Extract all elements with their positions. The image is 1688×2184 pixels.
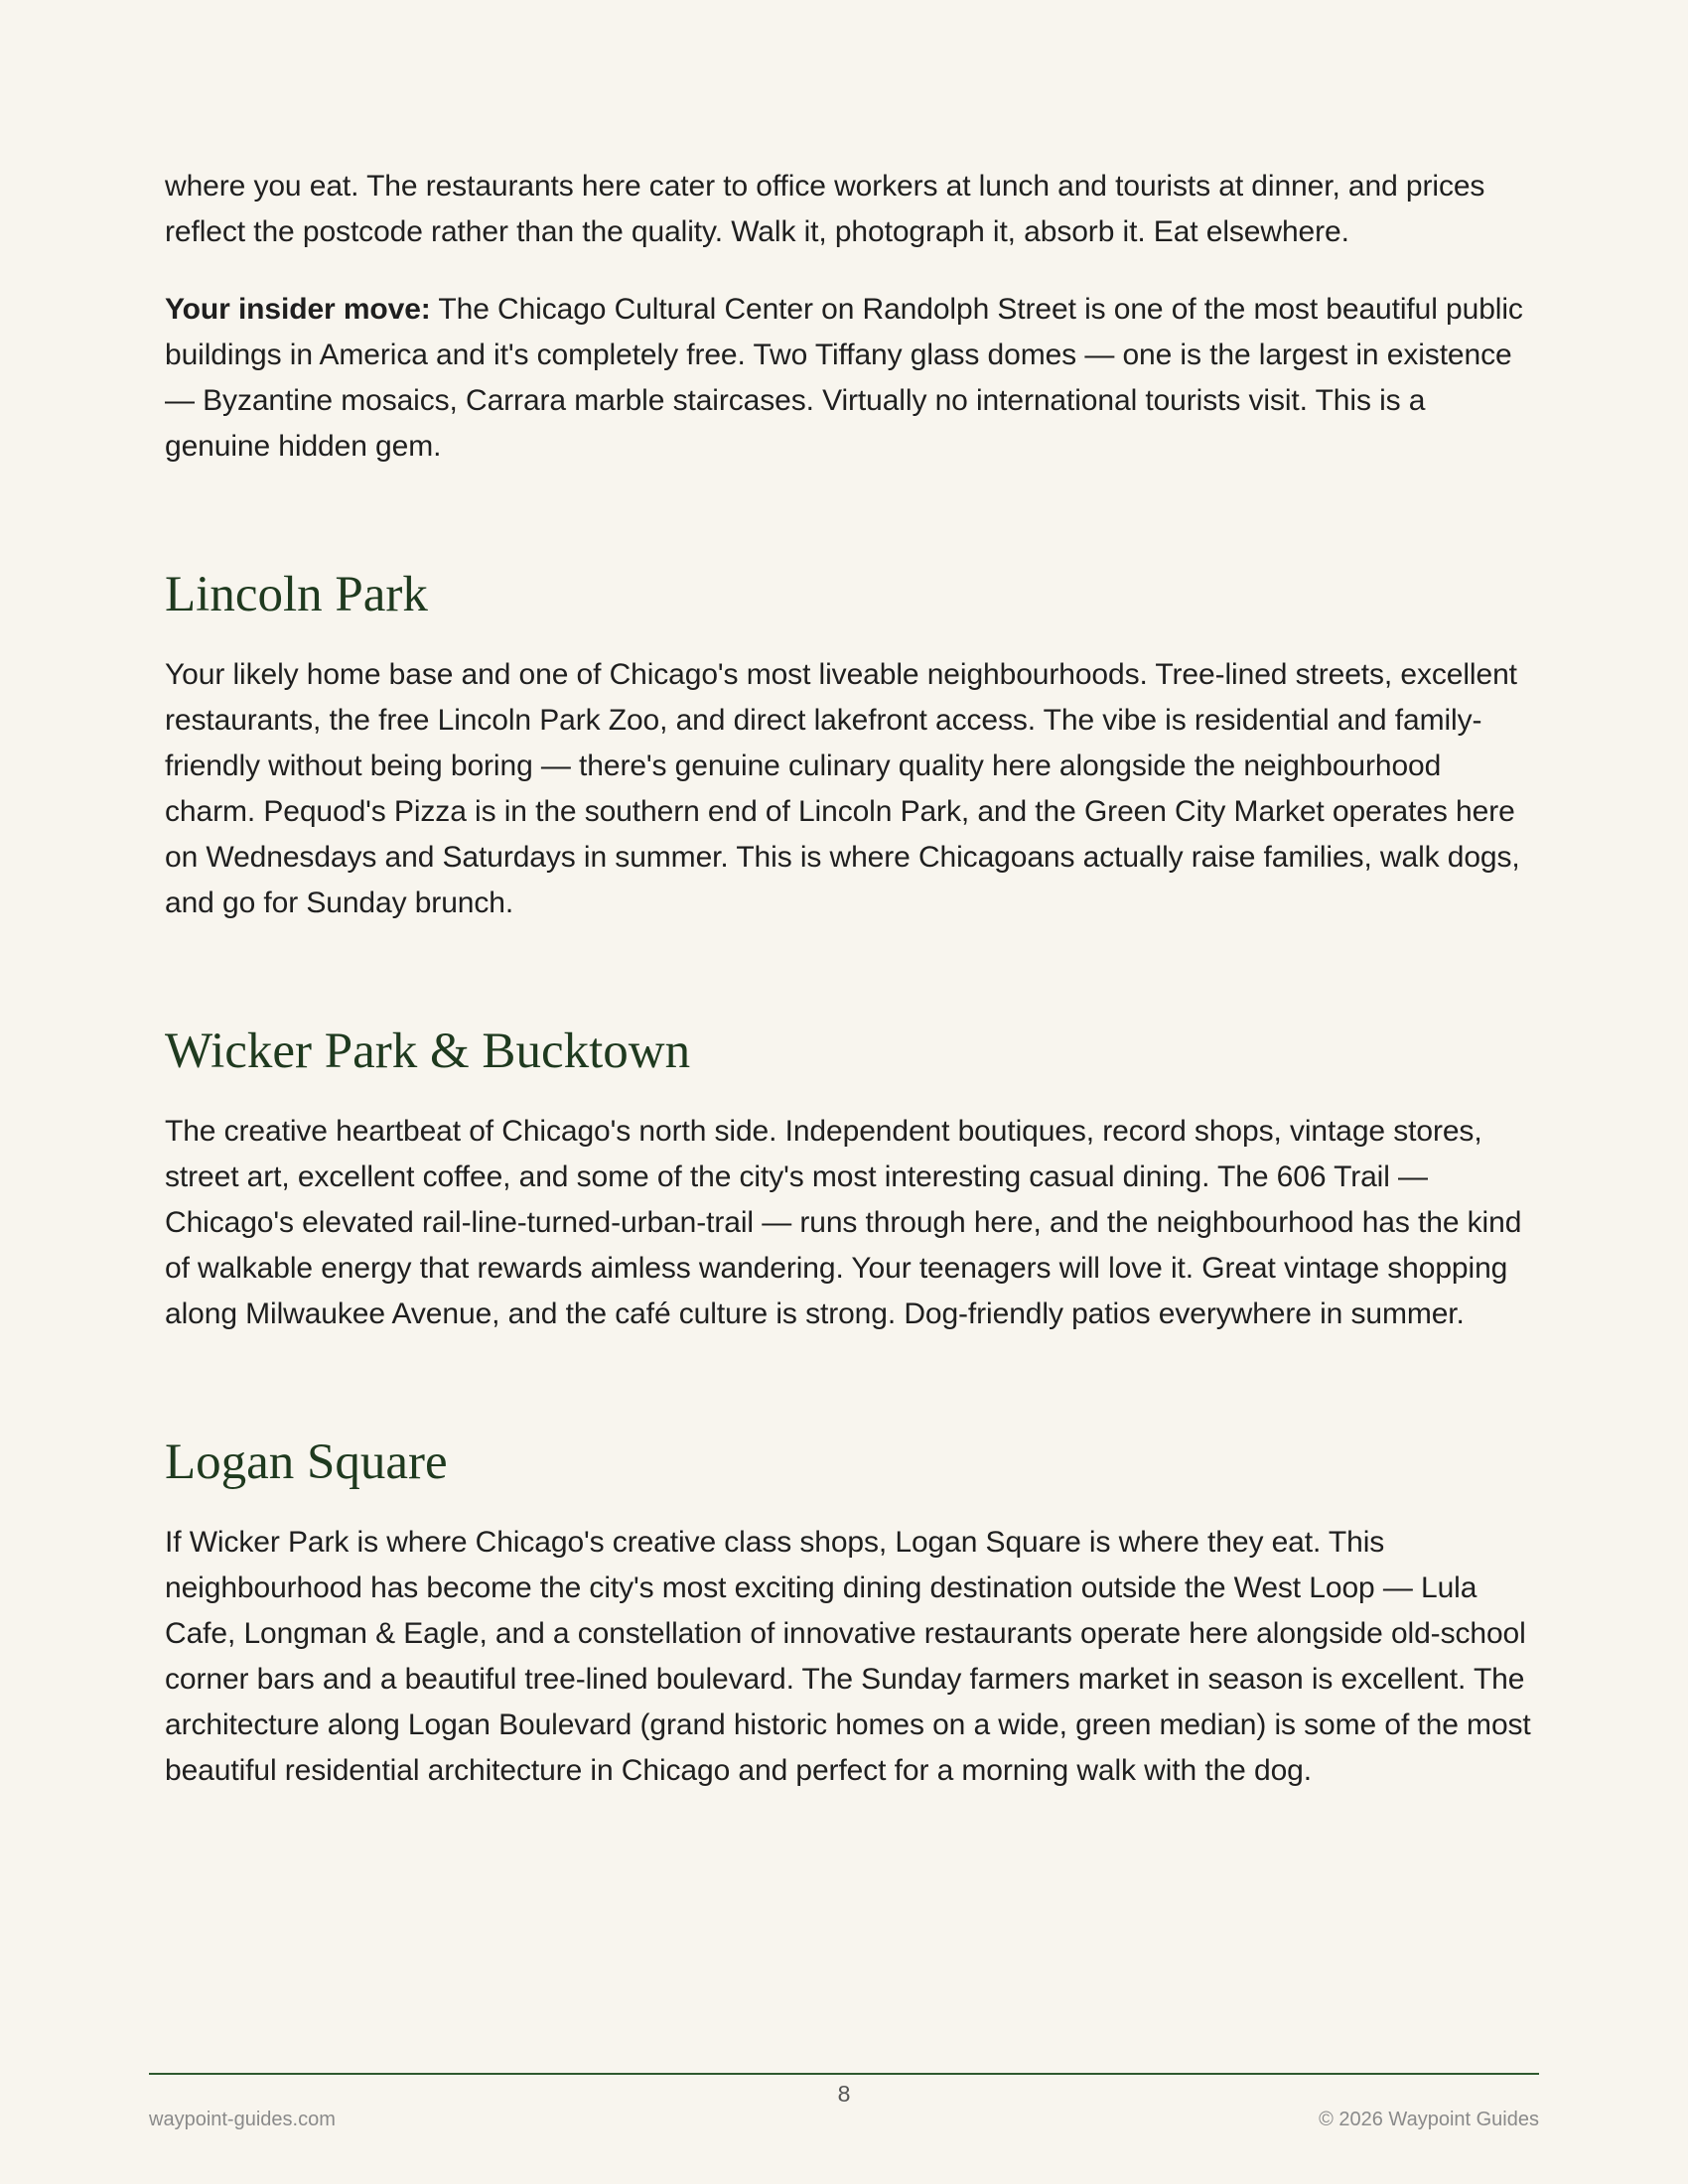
footer-website: waypoint-guides.com (149, 2109, 336, 2130)
section-body: If Wicker Park is where Chicago's creative class shops, Logan Square is where they eat. This neighbourhood has become the city's most exciting dining destination outside the West Loop — Lula Cafe, Longman & Eagle, and a constellation of innovative restaurants operate here alongside old-school corner bars and a beautiful tree-lined boulevard. The Sunday farmers market in season is excellent. The architecture along Logan Boulevard (grand historic homes on a wide, green median) is some of the most beautiful residential architecture in Chicago and perfect for a morning walk with the dog. (165, 1526, 1531, 1787)
page-number: 8 (837, 2081, 851, 2107)
footer-divider (149, 2073, 1539, 2075)
section-logan-square (165, 1433, 1535, 1794)
footer-copyright: © 2026 Waypoint Guides (1319, 2109, 1539, 2130)
section-body: The creative heartbeat of Chicago's north side. Independent boutiques, record shops, vintage stores, street art, excellent coffee, and some of the city's most interesting casual dining. The 606 Trail — Chicago's elevated rail-line-turned-urban-trail — runs through here, and the neighbourhood has the kind of walkable energy that rewards aimless wandering. Your teenagers will love it. Great vintage shopping along Milwaukee Avenue, and the café culture is strong. Dog-friendly patios everywhere in summer. (165, 1115, 1522, 1330)
insider-tip-label: Your insider move: (165, 293, 431, 326)
page-content (165, 164, 1535, 1826)
section-lincoln-park (165, 565, 1535, 926)
section-title: Wicker Park & Bucktown (165, 1024, 691, 1079)
section-wicker-park-bucktown (165, 1022, 1535, 1337)
section-body: Your likely home base and one of Chicago's most liveable neighbourhoods. Tree-lined streets, excellent restaurants, the free Lincoln Park Zoo, and direct lakefront access. The vibe is residential and family-friendly without being boring — there's genuine culinary quality here alongside the neighbourhood charm. Pequod's Pizza is in the southern end of Lincoln Park, and the Green City Market operates here on Wednesdays and Saturdays in summer. This is where Chicagoans actually raise families, walk dogs, and go for Sunday brunch. (165, 658, 1520, 919)
section-title: Lincoln Park (165, 567, 428, 622)
section-title: Logan Square (165, 1434, 448, 1490)
insider-tip-paragraph (165, 287, 1535, 470)
intro-paragraph: where you eat. The restaurants here cater to office workers at lunch and tourists at dinner, and prices reflect the postcode rather than the quality. Walk it, photograph it, absorb it. Eat elsewhere. (165, 170, 1485, 248)
insider-tip-text: The Chicago Cultural Center on Randolph Street is one of the most beautiful public buildings in America and it's completely free. Two Tiffany glass domes — one is the largest in existence — Byzantine mosaics, Carrara marble staircases. Virtually no international tourists visit. This is a genuine hidden gem. (165, 293, 1523, 463)
